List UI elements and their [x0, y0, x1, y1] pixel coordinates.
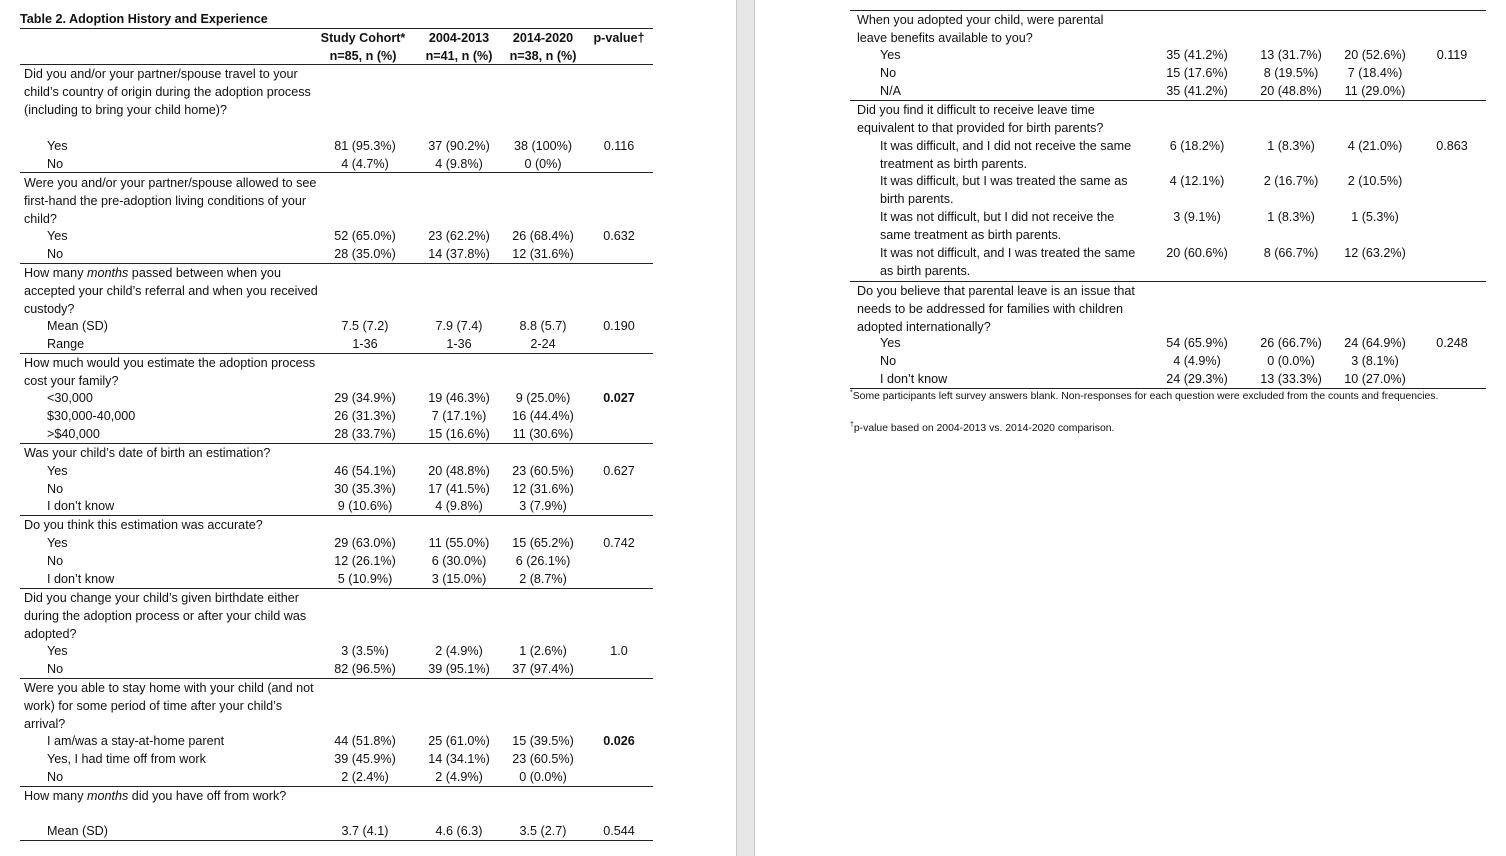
- cell-value: 28 (35.0%): [334, 247, 396, 261]
- cell-value: 38 (100%): [513, 139, 573, 153]
- row-label: No: [47, 554, 64, 568]
- cell-value: 11 (29.0%): [1344, 84, 1406, 98]
- cell-value: 3.5 (2.7): [519, 824, 567, 838]
- p-value: 0.248: [1436, 336, 1468, 350]
- row-label: <30,000: [47, 391, 93, 405]
- row-label: Yes: [880, 48, 901, 62]
- row-label: Yes: [47, 644, 68, 658]
- cell-value: 14 (37.8%): [428, 247, 490, 261]
- cell-value: 1 (8.3%): [1267, 210, 1315, 224]
- cell-value: 1-36: [446, 337, 472, 351]
- row-label: Yes: [47, 536, 68, 550]
- cell-value: 28 (33.7%): [334, 427, 396, 441]
- cell-value: 23 (62.2%): [428, 229, 490, 243]
- cell-value: 1 (8.3%): [1267, 139, 1315, 153]
- row-label: It was not difficult, and I was treated the same as birth parents.: [880, 246, 1136, 278]
- cell-value: 0 (0.0%): [519, 770, 567, 784]
- question-stay-home: Were you able to stay home with your child (and not work) for some period of time after your child’s arrival?: [24, 681, 314, 731]
- row-label: I don’t know: [880, 372, 948, 386]
- col-header-study-cohort-n: n=85, n (%): [329, 49, 397, 63]
- cell-value: 2 (4.9%): [435, 770, 483, 784]
- cell-value: 2 (16.7%): [1263, 174, 1319, 188]
- question-months-custody: How many months passed between when you accepted your child’s referral and when you received custody?: [24, 266, 318, 316]
- cell-value: 35 (41.2%): [1166, 84, 1228, 98]
- cell-value: 39 (45.9%): [334, 752, 396, 766]
- p-value: 0.116: [603, 139, 635, 153]
- cell-value: 20 (52.6%): [1344, 48, 1406, 62]
- row-label: No: [880, 354, 897, 368]
- p-value: 0.190: [603, 319, 635, 333]
- cell-value: 3 (3.5%): [341, 644, 389, 658]
- cell-value: 7 (18.4%): [1347, 66, 1403, 80]
- cell-value: 3 (7.9%): [519, 499, 567, 513]
- cell-value: 8 (66.7%): [1263, 246, 1319, 260]
- question-travel: Did you and/or your partner/spouse travel to your child’s country of origin during the adoption process (including to bring your child home)?: [24, 67, 311, 117]
- row-label: Yes: [47, 139, 68, 153]
- row-label: Mean (SD): [47, 319, 108, 333]
- cell-value: 9 (25.0%): [515, 391, 571, 405]
- col-header-p-value: p-value†: [593, 31, 645, 45]
- cell-value: 2 (2.4%): [341, 770, 389, 784]
- footnote-p-value: †p-value based on 2004-2013 vs. 2014-2020 comparison.: [850, 421, 1115, 434]
- p-value: 1.0: [610, 644, 628, 658]
- row-label: It was difficult, and I did not receive the same treatment as birth parents.: [880, 139, 1132, 171]
- row-label: No: [47, 662, 64, 676]
- cell-value: 11 (55.0%): [428, 536, 490, 550]
- cell-value: 6 (26.1%): [515, 554, 571, 568]
- row-label: Yes: [880, 336, 901, 350]
- row-label: Yes: [47, 229, 68, 243]
- cell-value: 1 (5.3%): [1351, 210, 1399, 224]
- cell-value: 4.6 (6.3): [435, 824, 483, 838]
- p-value: 0.632: [603, 229, 635, 243]
- row-label: Range: [47, 337, 85, 351]
- col-header-2004-2013-n: n=41, n (%): [425, 49, 493, 63]
- cell-value: 0 (0%): [524, 157, 562, 171]
- cell-value: 20 (60.6%): [1166, 246, 1228, 260]
- row-label: No: [880, 66, 897, 80]
- cell-value: 15 (17.6%): [1166, 66, 1228, 80]
- cell-value: 2 (10.5%): [1347, 174, 1403, 188]
- cell-value: 23 (60.5%): [512, 752, 574, 766]
- question-living-conditions: Were you and/or your partner/spouse allowed to see first-hand the pre-adoption living conditions of your child?: [24, 176, 317, 226]
- cell-value: 1 (2.6%): [519, 644, 567, 658]
- cell-value: 29 (63.0%): [334, 536, 396, 550]
- cell-value: 6 (18.2%): [1169, 139, 1225, 153]
- col-header-study-cohort: Study Cohort*: [320, 31, 406, 45]
- question-leave-issue: Do you believe that parental leave is an issue that needs to be addressed for families with children adopted internationally?: [857, 284, 1135, 334]
- row-label: I am/was a stay-at-home parent: [47, 734, 225, 748]
- question-leave-benefits: When you adopted your child, were parental leave benefits available to you?: [857, 13, 1104, 45]
- cell-value: 16 (44.4%): [512, 409, 574, 423]
- cell-value: 17 (41.5%): [428, 482, 490, 496]
- col-header-2004-2013: 2004-2013: [428, 31, 490, 45]
- row-label: N/A: [880, 84, 901, 98]
- question-adoption-cost: How much would you estimate the adoption process cost your family?: [24, 356, 316, 388]
- cell-value: 4 (4.7%): [341, 157, 389, 171]
- cell-value: 0 (0.0%): [1267, 354, 1315, 368]
- cell-value: 24 (29.3%): [1166, 372, 1228, 386]
- cell-value: 46 (54.1%): [334, 464, 396, 478]
- cell-value: 23 (60.5%): [512, 464, 574, 478]
- cell-value: 4 (9.8%): [435, 157, 483, 171]
- row-label: No: [47, 482, 64, 496]
- cell-value: 25 (61.0%): [428, 734, 490, 748]
- footnote-nonresponse: *Some participants left survey answers blank. Non-responses for each question were excluded from the counts and frequencies.: [850, 389, 1439, 402]
- cell-value: 24 (64.9%): [1344, 336, 1406, 350]
- row-label: $30,000-40,000: [47, 409, 136, 423]
- cell-value: 3 (15.0%): [431, 572, 487, 586]
- cell-value: 12 (31.6%): [512, 247, 574, 261]
- row-label: No: [47, 247, 64, 261]
- cell-value: 20 (48.8%): [428, 464, 490, 478]
- row-label: I don’t know: [47, 572, 115, 586]
- cell-value: 4 (21.0%): [1347, 139, 1403, 153]
- row-label: No: [47, 770, 64, 784]
- cell-value: 12 (63.2%): [1344, 246, 1406, 260]
- question-leave-difficulty: Did you find it difficult to receive leave time equivalent to that provided for birth parents?: [857, 103, 1104, 135]
- cell-value: 54 (65.9%): [1166, 336, 1228, 350]
- cell-value: 52 (65.0%): [334, 229, 396, 243]
- question-months-off: How many months did you have off from work?: [24, 789, 287, 803]
- cell-value: 4 (4.9%): [1173, 354, 1221, 368]
- cell-value: 10 (27.0%): [1344, 372, 1406, 386]
- cell-value: 12 (26.1%): [334, 554, 396, 568]
- cell-value: 37 (90.2%): [428, 139, 490, 153]
- p-value-significant: 0.026: [603, 734, 635, 748]
- cell-value: 11 (30.6%): [512, 427, 574, 441]
- row-label: Yes, I had time off from work: [47, 752, 206, 766]
- cell-value: 82 (96.5%): [334, 662, 396, 676]
- row-label: Mean (SD): [47, 824, 108, 838]
- p-value: 0.627: [603, 464, 635, 478]
- cell-value: 81 (95.3%): [334, 139, 396, 153]
- cell-value: 15 (39.5%): [512, 734, 574, 748]
- cell-value: 35 (41.2%): [1166, 48, 1228, 62]
- cell-value: 30 (35.3%): [334, 482, 396, 496]
- cell-value: 3 (9.1%): [1173, 210, 1221, 224]
- p-value: 0.742: [603, 536, 635, 550]
- cell-value: 7.5 (7.2): [341, 319, 389, 333]
- cell-value: 4 (12.1%): [1169, 174, 1225, 188]
- cell-value: 26 (68.4%): [512, 229, 574, 243]
- cell-value: 44 (51.8%): [334, 734, 396, 748]
- cell-value: 1-36: [352, 337, 378, 351]
- cell-value: 4 (9.8%): [435, 499, 483, 513]
- table-title: Table 2. Adoption History and Experience: [20, 12, 268, 26]
- cell-value: 8 (19.5%): [1263, 66, 1319, 80]
- cell-value: 5 (10.9%): [337, 572, 393, 586]
- question-dob-estimation: Was your child’s date of birth an estimation?: [24, 446, 271, 460]
- cell-value: 37 (97.4%): [512, 662, 574, 676]
- section-rule: [20, 840, 653, 841]
- cell-value: 3.7 (4.1): [341, 824, 389, 838]
- row-label: I don’t know: [47, 499, 115, 513]
- cell-value: 39 (95.1%): [428, 662, 490, 676]
- cell-value: 6 (30.0%): [431, 554, 487, 568]
- cell-value: 29 (34.9%): [334, 391, 396, 405]
- cell-value: 3 (8.1%): [1351, 354, 1399, 368]
- cell-value: 12 (31.6%): [512, 482, 574, 496]
- cell-value: 7 (17.1%): [431, 409, 487, 423]
- row-label: It was difficult, but I was treated the same as birth parents.: [880, 174, 1128, 206]
- row-label: No: [47, 157, 64, 171]
- cell-value: 2 (4.9%): [435, 644, 483, 658]
- cell-value: 15 (16.6%): [428, 427, 490, 441]
- p-value: 0.544: [603, 824, 635, 838]
- cell-value: 20 (48.8%): [1260, 84, 1322, 98]
- cell-value: 26 (31.3%): [334, 409, 396, 423]
- cell-value: 2-24: [530, 337, 556, 351]
- page-gutter: [736, 0, 755, 856]
- cell-value: 7.9 (7.4): [435, 319, 483, 333]
- row-label: It was not difficult, but I did not receive the same treatment as birth parents.: [880, 210, 1115, 242]
- p-value-significant: 0.027: [603, 391, 635, 405]
- col-header-2014-2020: 2014-2020: [512, 31, 574, 45]
- p-value: 0.863: [1436, 139, 1468, 153]
- cell-value: 14 (34.1%): [428, 752, 490, 766]
- cell-value: 8.8 (5.7): [519, 319, 567, 333]
- cell-value: 13 (31.7%): [1260, 48, 1322, 62]
- cell-value: 15 (65.2%): [512, 536, 574, 550]
- p-value: 0.119: [1436, 48, 1468, 62]
- question-estimation-accurate: Do you think this estimation was accurate?: [24, 518, 263, 532]
- row-label: >$40,000: [47, 427, 100, 441]
- cell-value: 9 (10.6%): [337, 499, 393, 513]
- section-rule: [20, 172, 653, 173]
- cell-value: 2 (8.7%): [519, 572, 567, 586]
- cell-value: 26 (66.7%): [1260, 336, 1322, 350]
- row-label: Yes: [47, 464, 68, 478]
- question-birthdate-changed: Did you change your child’s given birthdate either during the adoption process or after your child was adopted?: [24, 591, 307, 641]
- col-header-2014-2020-n: n=38, n (%): [509, 49, 577, 63]
- cell-value: 13 (33.3%): [1260, 372, 1322, 386]
- cell-value: 19 (46.3%): [428, 391, 490, 405]
